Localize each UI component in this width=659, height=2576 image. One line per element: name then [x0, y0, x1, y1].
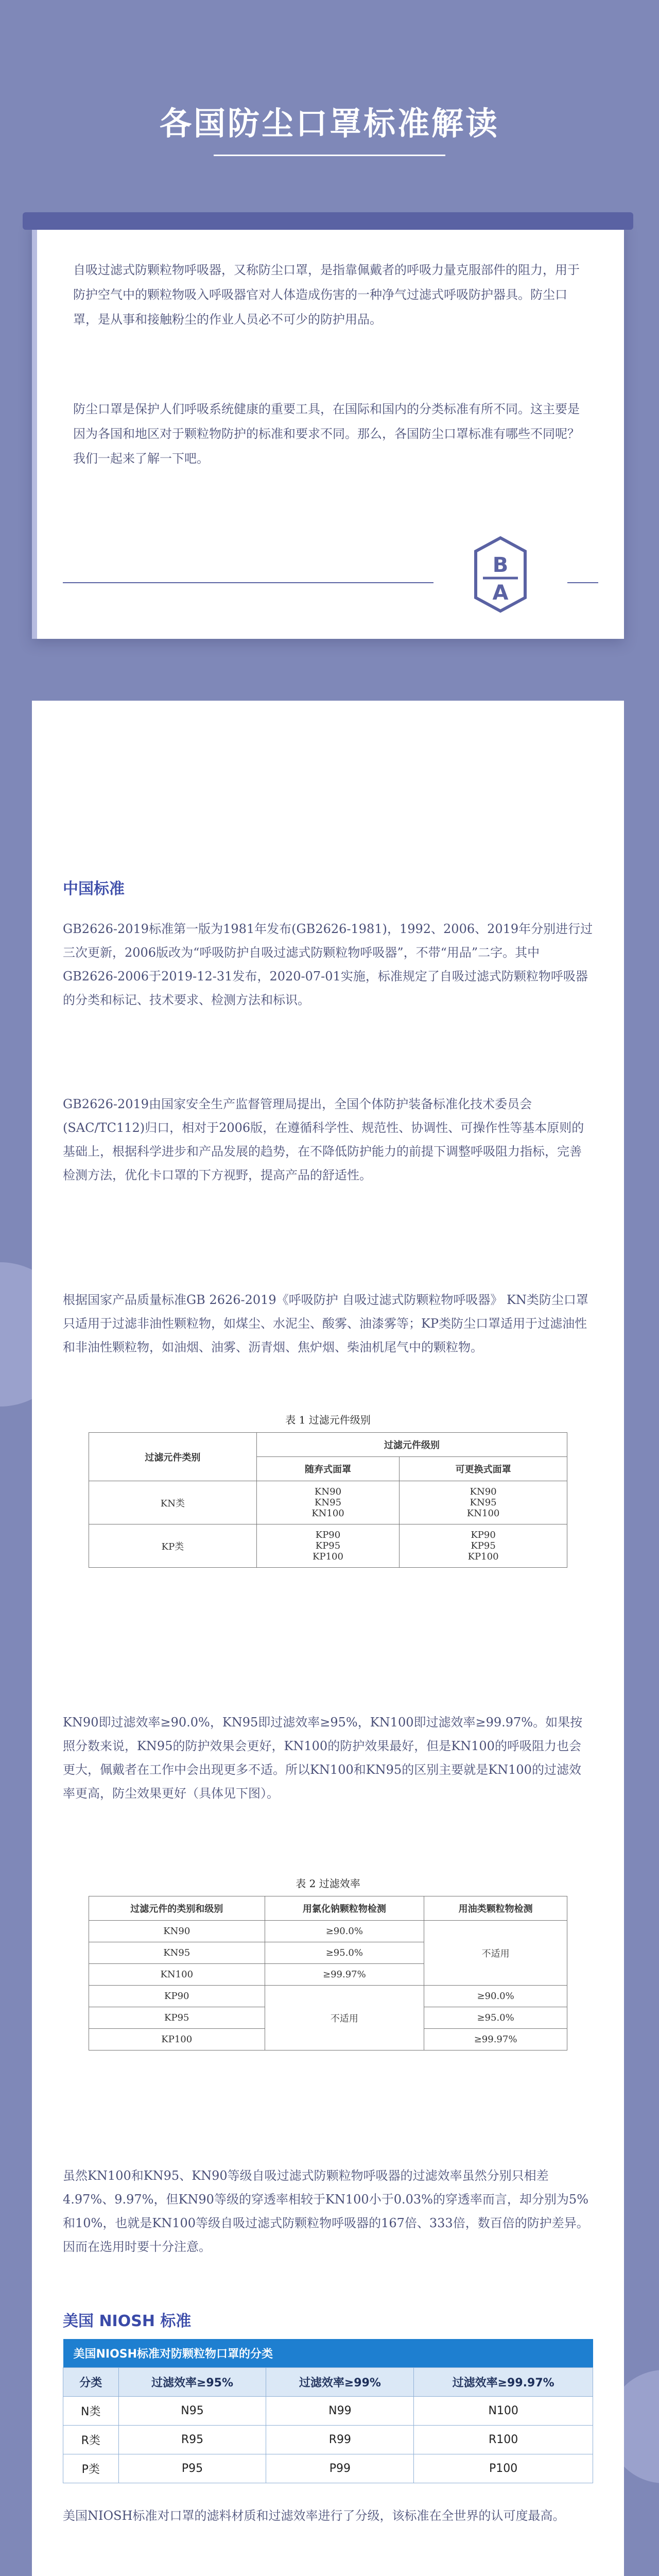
- china-paragraph-4: KN90即过滤效率≥90.0%，KN95即过滤效率≥95%，KN100即过滤效率≥99.97%。如果按照分数来说，KN95的防护效果会更好，KN100的防护效果最好，但是KN100的呼吸阻力也会更大，佩戴者在工作中会出现更多不适。所以KN100和KN95的区别主要就是KN100的过滤效率更高，防尘效果更好（具体见下图）。: [63, 1715, 583, 1801]
- table-cell: P99: [266, 2454, 414, 2483]
- china-paragraph-1: GB2626-2019标准第一版为1981年发布(GB2626-1981)，1992、2006、2019年分别进行过三次更新，2006版改为“呼吸防护自吸过滤式防颗粒物呼吸器”，不带“用品”二字。其中GB2626-2006于2019-12-31发布，2020-07-01实施，标准规定了自吸过滤式防颗粒物呼吸器的分类和标记、技术要求、检测方法和标识。: [63, 922, 593, 1007]
- logo-divider-left: [63, 582, 433, 583]
- table-header-cell: 分类: [63, 2368, 119, 2397]
- table-header-cell: 可更换式面罩: [400, 1457, 567, 1481]
- article-body: [32, 701, 624, 2576]
- table-cell: N99: [266, 2397, 414, 2426]
- table-header-cell: 过滤效率≥99%: [266, 2368, 414, 2397]
- table-cell: KN100: [89, 1964, 265, 1986]
- title-divider: [214, 155, 445, 156]
- table1-caption: 表 1 过滤元件级别: [285, 1414, 371, 1426]
- section-title-china: 中国标准: [63, 880, 125, 898]
- table2-caption: 表 2 过滤效率: [296, 1877, 360, 1890]
- table-cell: P100: [414, 2454, 593, 2483]
- table-cell: ≥95.0%: [265, 1942, 424, 1964]
- table-cell: KP类: [89, 1524, 257, 1568]
- table-niosh-classes: [63, 2339, 593, 2483]
- table-cell: R100: [414, 2426, 593, 2454]
- table-header-cell: 过滤效率≥95%: [118, 2368, 266, 2397]
- china-paragraph-5: 虽然KN100和KN95、KN90等级自吸过滤式防颗粒物呼吸器的过滤效率虽然分别只相差4.97%、9.97%，但KN90等级的穿透率相较于KN100小于0.03%的穿透率而言，却分别为5%和10%，也就是KN100等级自吸过滤式防颗粒物呼吸器的167倍、333倍，数百倍的防护差异。因而在选用时要十分注意。: [63, 2168, 589, 2254]
- table-filter-levels: [89, 1432, 567, 1568]
- china-paragraph-2: GB2626-2019由国家安全生产监督管理局提出，全国个体防护装备标准化技术委员会(SAC/TC112)归口，相对于2006版，在遵循科学性、规范性、协调性、可操作性等基本原则的基础上，根据科学进步和产品发展的趋势，在不降低防护能力的前提下调整呼吸阻力指标，完善检测方法，优化卡口罩的下方视野，提高产品的舒适性。: [63, 1097, 584, 1182]
- table-cell: R95: [118, 2426, 266, 2454]
- table-cell: KN90 KN95 KN100: [256, 1481, 399, 1524]
- table-cell: KP90: [89, 1986, 265, 2007]
- logo-letter-a: A: [492, 581, 509, 605]
- table-cell: R99: [266, 2426, 414, 2454]
- table-row: [89, 1524, 567, 1568]
- table-cell: KN95: [89, 1942, 265, 1964]
- table-cell: R类: [63, 2426, 119, 2454]
- table-row: [89, 1481, 567, 1524]
- usa-paragraph-1: 美国NIOSH标准对口罩的滤料材质和过滤效率进行了分级，该标准在全世界的认可度最高。: [63, 2509, 565, 2523]
- table-cell: ≥90.0%: [265, 1921, 424, 1942]
- intro-paragraph: 自吸过滤式防颗粒物呼吸器，又称防尘口罩，是指靠佩戴者的呼吸力量克服部件的阻力，用于防护空气中的颗粒物吸入呼吸器官对人体造成伤害的一种净气过滤式呼吸防护器具。防尘口罩，是从事和接触粉尘的作业人员必不可少的防护用品。: [73, 263, 580, 327]
- table-cell: ≥95.0%: [424, 2007, 567, 2029]
- table-header-cell: 过滤元件的类别和级别: [89, 1896, 265, 1921]
- logo-letter-b: B: [492, 553, 509, 577]
- table-header-cell: 用氯化钠颗粒物检测: [265, 1896, 424, 1921]
- table-row: [63, 2454, 593, 2483]
- page-title: 各国防尘口罩标准解读: [159, 105, 499, 142]
- table-cell: KN90: [89, 1921, 265, 1942]
- table-cell: N95: [118, 2397, 266, 2426]
- table-row: [89, 1986, 567, 2007]
- table-filter-efficiency: [89, 1896, 567, 2050]
- table-cell: ≥90.0%: [424, 1986, 567, 2007]
- table-band-title: 美国NIOSH标准对防颗粒物口罩的分类: [63, 2339, 593, 2368]
- table-header-cell: 过滤效率≥99.97%: [414, 2368, 593, 2397]
- table-cell: KN类: [89, 1481, 257, 1524]
- table-cell: ≥99.97%: [424, 2029, 567, 2050]
- table-row: [63, 2397, 593, 2426]
- intro-paragraph: 防尘口罩是保护人们呼吸系统健康的重要工具，在国际和国内的分类标准有所不同。这主要是因为各国和地区对于颗粒物防护的标准和要求不同。那么，各国防尘口罩标准有哪些不同呢？我们一起来了解一下吧。: [73, 402, 580, 466]
- table-cell: KN90 KN95 KN100: [400, 1481, 567, 1524]
- intro-card-header-bar: [23, 212, 633, 230]
- intro-card-stripe: [32, 230, 37, 639]
- table-cell: P类: [63, 2454, 119, 2483]
- table-cell: KP100: [89, 2029, 265, 2050]
- table-cell: 不适用: [424, 1921, 567, 1986]
- intro-card: [32, 222, 624, 639]
- table-header-cell: 过滤元件类别: [89, 1433, 257, 1481]
- table-cell: N100: [414, 2397, 593, 2426]
- table-cell: ≥99.97%: [265, 1964, 424, 1986]
- table-cell: 不适用: [265, 1986, 424, 2050]
- table-cell: P95: [118, 2454, 266, 2483]
- table-cell: KP90 KP95 KP100: [256, 1524, 399, 1568]
- table-row: [89, 1921, 567, 1942]
- brand-logo-icon: [474, 536, 527, 613]
- table-cell: KP95: [89, 2007, 265, 2029]
- logo-divider-right: [567, 582, 598, 583]
- table-row: [63, 2426, 593, 2454]
- table-header-cell: 用油类颗粒物检测: [424, 1896, 567, 1921]
- table-header-cell: 随弃式面罩: [256, 1457, 399, 1481]
- china-paragraph-3: 根据国家产品质量标准GB 2626-2019《呼吸防护 自吸过滤式防颗粒物呼吸器》 KN类防尘口罩只适用于过滤非油性颗粒物，如煤尘、水泥尘、酸雾、油漆雾等；KP类防尘口罩适用于过滤油性和非油性颗粒物，如油烟、油雾、沥青烟、焦炉烟、柴油机尾气中的颗粒物。: [63, 1293, 588, 1354]
- table-cell: N类: [63, 2397, 119, 2426]
- table-cell: KP90 KP95 KP100: [400, 1524, 567, 1568]
- section-title-usa: 美国 NIOSH 标准: [63, 2312, 192, 2330]
- table-header-cell: 过滤元件级别: [256, 1433, 567, 1457]
